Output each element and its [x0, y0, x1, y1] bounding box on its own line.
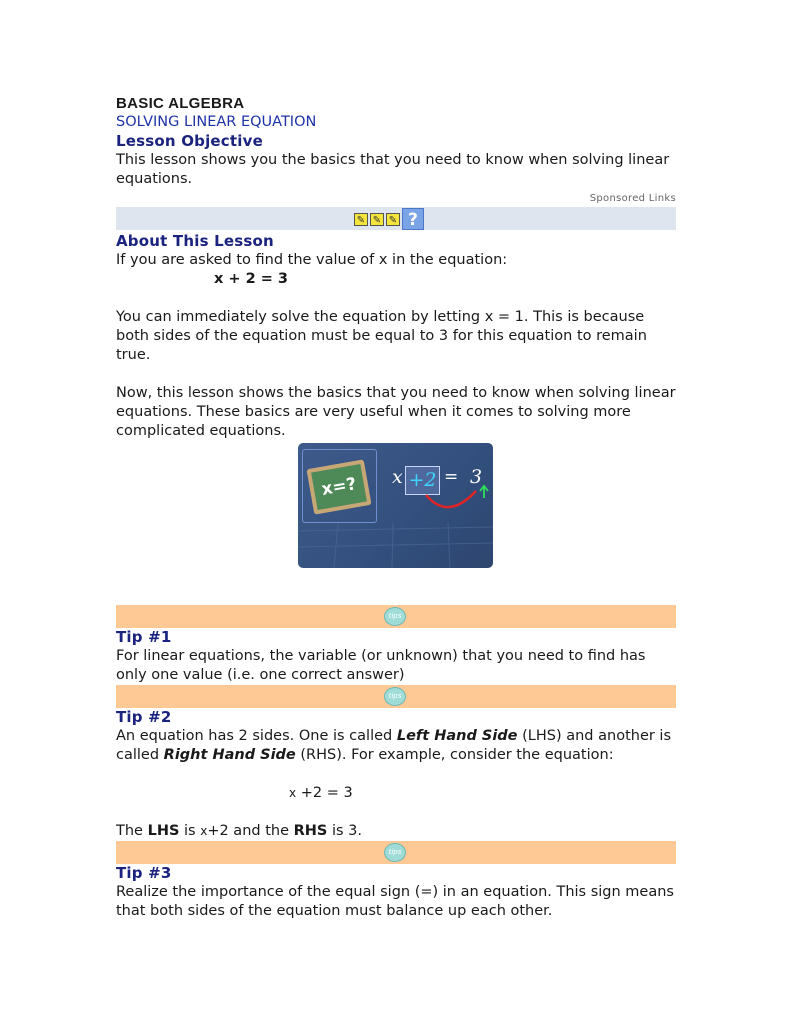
tips-icon: tips	[384, 843, 406, 862]
figure-three: 3	[470, 466, 483, 488]
objective-text: This lesson shows you the basics that you need to know when solving linear equations.	[116, 152, 670, 187]
link-icon[interactable]: ✎	[354, 213, 368, 226]
link-icon[interactable]: ✎	[370, 213, 384, 226]
page-subtitle: SOLVING LINEAR EQUATION	[116, 114, 317, 130]
figure-plus-two: +2	[405, 466, 440, 495]
tip2-heading: Tip #2	[116, 708, 172, 726]
objective-heading: Lesson Objective	[116, 132, 263, 150]
tips-bar	[116, 841, 676, 864]
tips-icon: tips	[384, 607, 406, 626]
about-intro: If you are asked to find the value of x in the equation:	[116, 252, 508, 268]
tip1-heading: Tip #1	[116, 628, 172, 646]
about-paragraph-2: Now, this lesson shows the basics that you need to know when solving linear equations. These basics are very useful when it comes to solving more complicated equations.	[116, 385, 676, 439]
sponsored-icons	[354, 208, 424, 230]
tip1-text: For linear equations, the variable (or unknown) that you need to find has only one value (i.e. one correct answer)	[116, 648, 646, 683]
help-icon[interactable]: ?	[402, 208, 424, 230]
equation-illustration	[298, 443, 493, 568]
tips-icon: tips	[384, 687, 406, 706]
tip2-text: An equation has 2 sides. One is called Left Hand Side (LHS) and another is called Right Hand Side (RHS). For example, consider the equation:	[116, 728, 672, 763]
sponsored-links-label: Sponsored Links	[589, 193, 676, 204]
tip3-heading: Tip #3	[116, 864, 172, 882]
about-heading: About This Lesson	[116, 232, 274, 250]
chalkboard: x=?	[306, 459, 371, 514]
figure-container	[116, 443, 676, 570]
tip2-equation: x +2 = 3	[289, 785, 353, 801]
tip3-text: Realize the importance of the equal sign (=) in an equation. This sign means that both sides of the equation must balance up each other.	[116, 884, 674, 919]
about-equation: x + 2 = 3	[214, 271, 289, 287]
tips-bar	[116, 605, 676, 628]
about-paragraph-1: You can immediately solve the equation by letting x = 1. This is because both sides of the equation must be equal to 3 for this equation to remain true.	[116, 309, 647, 363]
link-icon[interactable]: ✎	[386, 213, 400, 226]
sponsored-links-bar	[116, 207, 676, 230]
lesson-page	[116, 94, 676, 921]
tip2-summary: The LHS is x+2 and the RHS is 3.	[116, 823, 362, 839]
rhs-term: Right Hand Side	[163, 747, 296, 763]
tips-bar	[116, 685, 676, 708]
page-title: BASIC ALGEBRA	[116, 95, 245, 112]
lhs-term: Left Hand Side	[396, 728, 518, 744]
figure-equals: =	[444, 467, 459, 487]
figure-x: x	[392, 466, 403, 488]
move-arrow-icon	[298, 443, 493, 568]
